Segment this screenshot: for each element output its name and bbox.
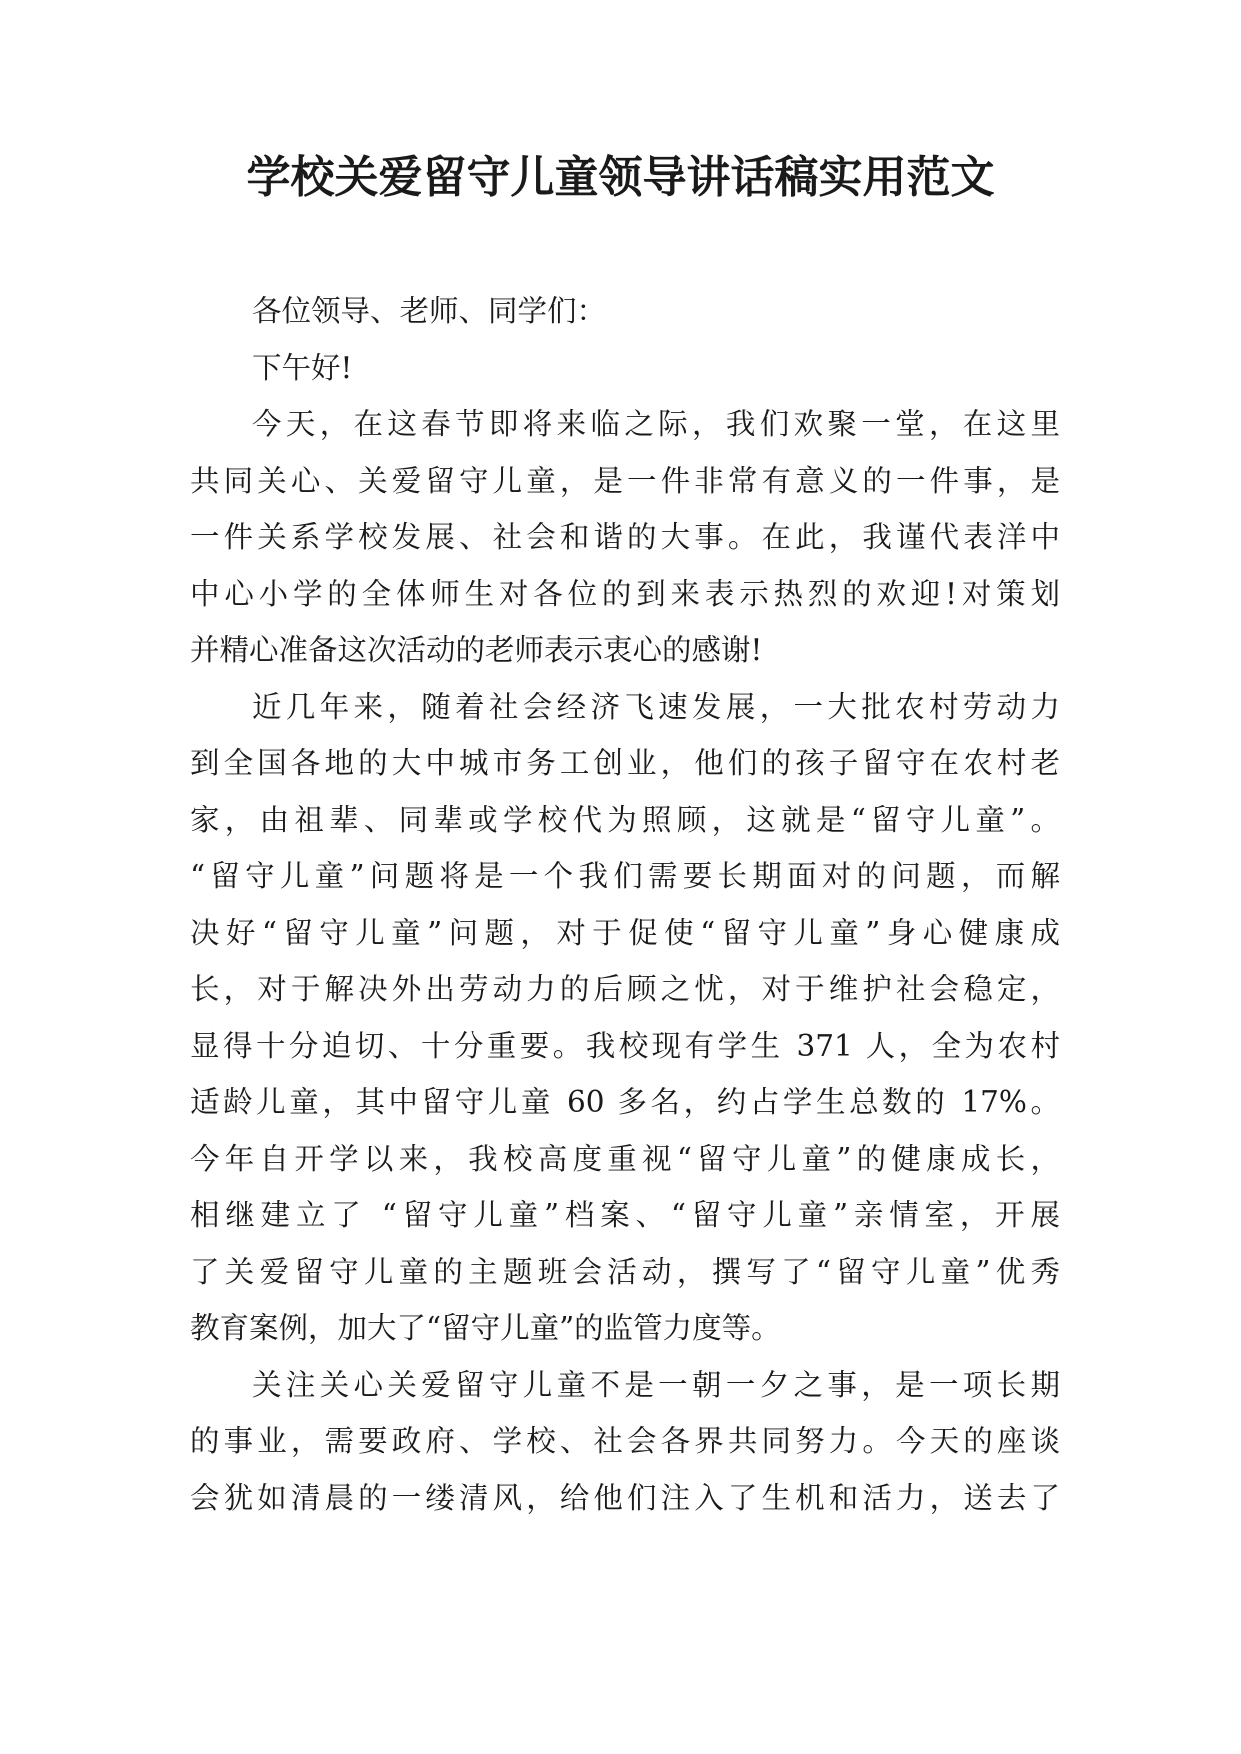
text-line: 相继建立了 “留守儿童”档案、“留守儿童”亲情室，开展	[190, 1198, 1060, 1232]
text-line: 今天，在这春节即将来临之际，我们欢聚一堂，在这里	[252, 407, 1060, 441]
text-line: 下午好!	[252, 350, 353, 385]
text-line: “留守儿童”问题将是一个我们需要长期面对的问题，而解	[190, 859, 1060, 893]
greeting-paragraph	[190, 340, 1060, 397]
document-title: 学校关爱留守儿童领导讲话稿实用范文	[246, 152, 995, 203]
body-paragraph-3	[190, 1357, 1060, 1527]
text-line: 决好“留守儿童”问题，对于促使“留守儿童”身心健康成	[190, 915, 1060, 950]
text-line: 近几年来，随着社会经济飞速发展，一大批农村劳动力	[252, 689, 1060, 724]
text-line: 今年自开学以来，我校高度重视“留守儿童”的健康成长，	[190, 1141, 1060, 1176]
text-line: 长，对于解决外出劳动力的后顾之忧，对于维护社会稳定，	[190, 972, 1060, 1006]
text-line: 共同关心、关爱留守儿童，是一件非常有意义的一件事，是	[190, 463, 1060, 498]
text-line: 家，由祖辈、同辈或学校代为照顾，这就是“留守儿童”。	[190, 802, 1060, 837]
salutation-paragraph	[190, 283, 1060, 340]
text-line: 适龄儿童，其中留守儿童 60 多名，约占学生总数的 17%。	[190, 1085, 1060, 1119]
text-line: 的事业，需要政府、学校、社会各界共同努力。今天的座谈	[190, 1424, 1060, 1458]
body-paragraph-1	[190, 396, 1060, 679]
text-line: 显得十分迫切、十分重要。我校现有学生 371 人，全为农村	[190, 1028, 1060, 1063]
document-body	[190, 283, 1060, 1526]
text-line: 到全国各地的大中城市务工创业，他们的孩子留守在农村老	[190, 746, 1060, 780]
text-line: 各位领导、老师、同学们：	[252, 294, 607, 328]
text-line: 了关爱留守儿童的主题班会活动，撰写了“留守儿童”优秀	[190, 1254, 1060, 1289]
body-paragraph-2	[190, 679, 1060, 1357]
text-line: 会犹如清晨的一缕清风，给他们注入了生机和活力，送去了	[190, 1480, 1060, 1515]
text-line: 一件关系学校发展、社会和谐的大事。在此，我谨代表洋中	[190, 520, 1060, 554]
text-line: 并精心准备这次活动的老师表示衷心的感谢!	[190, 633, 763, 667]
text-line: 教育案例，加大了“留守儿童”的监管力度等。	[190, 1311, 781, 1345]
text-line: 中心小学的全体师生对各位的到来表示热烈的欢迎!对策划	[190, 576, 1060, 611]
text-line: 关注关心关爱留守儿童不是一朝一夕之事，是一项长期	[252, 1367, 1060, 1402]
